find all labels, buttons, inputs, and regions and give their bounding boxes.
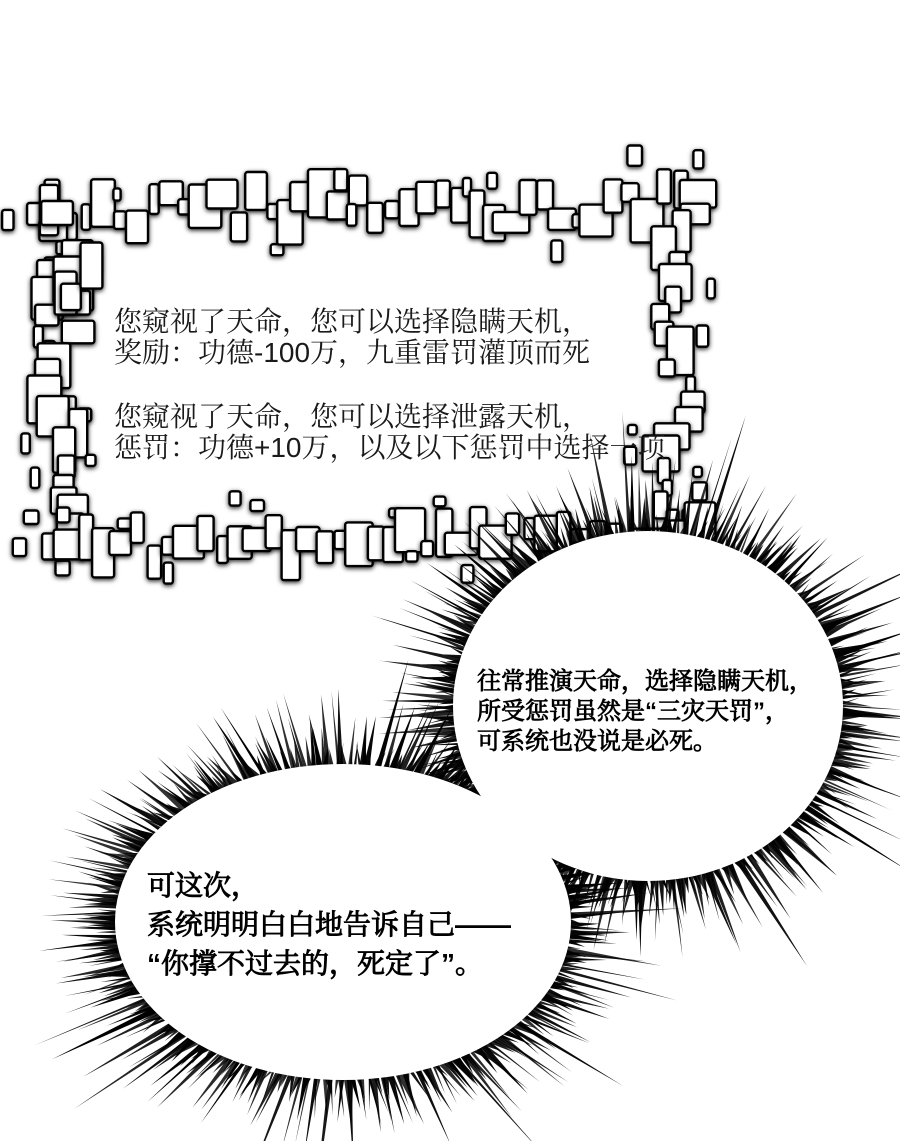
system-message-line: 您窥视了天命，您可以选择泄露天机， xyxy=(114,401,591,432)
speech-bubble-2-text xyxy=(147,866,511,983)
speech-bubble-bodies xyxy=(115,531,843,1080)
speech-line: 可这次， xyxy=(147,870,260,901)
system-message-option-reveal xyxy=(114,401,666,463)
system-message-option-conceal xyxy=(114,306,666,368)
speech-line: 系统明明白白地告诉自己—— xyxy=(147,909,512,940)
speech-line: 可系统也没说是必死。 xyxy=(477,728,717,755)
system-message-box xyxy=(114,306,666,463)
speech-bubble-1-text xyxy=(477,667,813,757)
speech-line: 往常推演天命，选择隐瞒天机， xyxy=(477,668,813,695)
speech-line: 所受惩罚虽然是“三灾天罚”， xyxy=(477,698,789,725)
system-message-line: 您窥视了天命，您可以选择隐瞒天机， xyxy=(114,306,591,337)
system-message-line: 奖励：功德-100万，九重雷罚灌顶而死 xyxy=(114,337,591,368)
system-message-line: 惩罚：功德+10万，以及以下惩罚中选择一项 xyxy=(114,432,666,463)
speech-line: “你撑不过去的，死定了”。 xyxy=(147,948,484,979)
